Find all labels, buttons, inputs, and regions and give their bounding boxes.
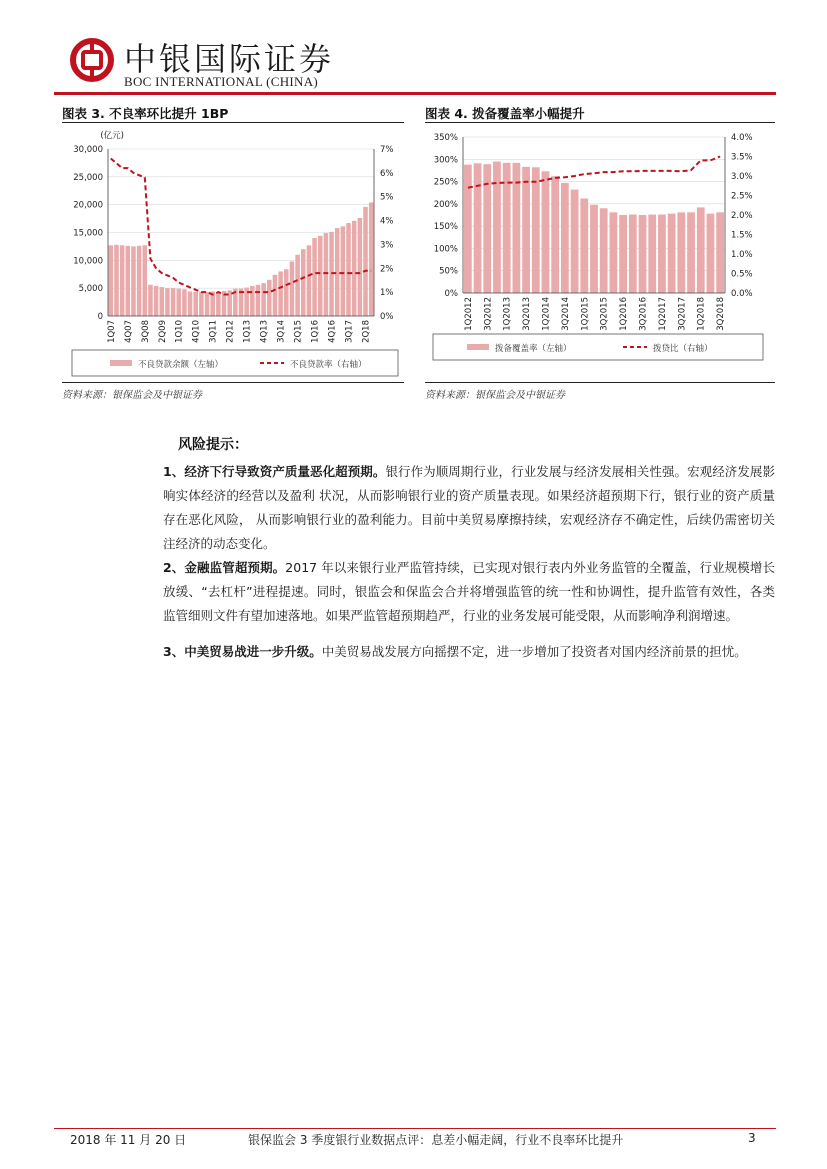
y-right-tick-label: 7%	[380, 145, 394, 155]
series-line	[111, 159, 371, 295]
bar	[143, 245, 148, 316]
y-left-tick-label: 50%	[439, 266, 458, 277]
bar	[346, 223, 351, 316]
y-right-tick-label: 3%	[380, 240, 394, 251]
x-tick-label: 1Q2018	[696, 297, 707, 331]
figure4-source: 资料来源：银保监会及中银证券	[425, 390, 565, 401]
bar	[250, 286, 255, 316]
x-tick-label: 1Q2015	[580, 297, 591, 331]
bar	[697, 207, 705, 293]
x-tick-label: 3Q11	[208, 320, 219, 343]
bar	[522, 167, 530, 293]
bar	[352, 221, 357, 316]
bar	[193, 292, 198, 316]
y-right-tick-label: 6%	[380, 168, 394, 179]
x-tick-label: 4Q16	[327, 320, 338, 343]
y-right-tick-label: 4%	[380, 216, 394, 227]
bar	[580, 199, 588, 293]
bar	[324, 233, 329, 316]
x-tick-label: 2Q18	[361, 320, 372, 343]
figure4-title-rule	[425, 122, 775, 123]
bar	[188, 292, 193, 316]
footer-date: 2018 年 11 月 20 日	[70, 1133, 187, 1147]
bar	[290, 261, 295, 316]
x-tick-label: 1Q2013	[502, 297, 513, 331]
bar	[648, 215, 656, 293]
x-tick-label: 4Q10	[191, 320, 202, 343]
bar	[312, 238, 317, 316]
y-right-tick-label: 0.5%	[731, 269, 753, 280]
y-right-tick-label: 1.5%	[731, 230, 753, 241]
chart3-legend-line-label: 不良贷款率（右轴）	[290, 360, 367, 370]
y-right-tick-label: 2.5%	[731, 191, 753, 202]
bar	[160, 287, 165, 316]
footer-report-title: 银保监会 3 季度银行业数据点评：息差小幅走阔，行业不良率环比提升	[248, 1133, 624, 1147]
chart3-unit-label: (亿元)	[100, 131, 124, 141]
bar	[307, 245, 312, 316]
x-tick-label: 2Q12	[225, 320, 236, 343]
y-left-tick-label: 350%	[433, 133, 458, 143]
bar	[109, 245, 114, 316]
bar	[610, 212, 618, 293]
bar	[256, 285, 261, 316]
bar	[619, 215, 627, 293]
bar	[542, 171, 550, 293]
bar	[176, 289, 181, 316]
bar	[707, 214, 715, 293]
bar	[369, 202, 374, 316]
bar	[295, 255, 300, 316]
header-divider	[54, 92, 776, 95]
x-tick-label: 1Q2017	[657, 297, 668, 331]
x-tick-label: 1Q2012	[463, 297, 474, 331]
y-left-tick-label: 0	[97, 312, 103, 322]
bar	[120, 245, 125, 316]
bar	[493, 162, 501, 293]
x-tick-label: 1Q2016	[619, 297, 630, 331]
x-tick-label: 3Q2016	[638, 297, 649, 331]
bar	[335, 228, 340, 316]
bar	[532, 167, 540, 293]
risk-heading: 风险提示：	[178, 437, 248, 453]
bar	[261, 283, 266, 316]
bar	[318, 236, 323, 316]
bar	[687, 212, 695, 293]
y-right-tick-label: 2.0%	[731, 211, 753, 221]
risk-2-lead: 2、金融监管超预期。	[163, 560, 286, 575]
y-right-tick-label: 1%	[380, 288, 394, 299]
x-tick-label: 3Q14	[276, 320, 287, 343]
bar	[165, 288, 170, 316]
y-right-tick-label: 0%	[380, 312, 394, 322]
chart4-legend-line-label: 拨贷比（右轴）	[653, 344, 713, 354]
bar	[273, 275, 278, 316]
x-tick-label: 3Q2017	[677, 297, 688, 331]
chart4-legend-bar-swatch	[467, 344, 489, 350]
figure4-title: 图表 4. 拨备覆盖率小幅提升	[425, 106, 585, 121]
chart4-legend-bar-label: 拨备覆盖率（左轴）	[495, 344, 572, 354]
bar	[131, 246, 136, 316]
chart3-legend-bar-label: 不良贷款余额（左轴）	[138, 360, 224, 370]
risk-3-text: 中美贸易战发展方向摇摆不定，进一步增加了投资者对国内经济前景的担忧。	[321, 644, 747, 659]
y-left-tick-label: 250%	[433, 177, 458, 188]
bar	[148, 285, 153, 316]
risk-paragraph-3	[163, 640, 775, 664]
bar	[474, 163, 482, 293]
bar	[600, 208, 608, 293]
bar	[363, 207, 368, 316]
y-right-tick-label: 0.0%	[731, 289, 753, 299]
bar	[199, 292, 204, 316]
bar	[590, 205, 598, 293]
bar	[639, 215, 647, 293]
y-left-tick-label: 30,000	[73, 145, 103, 155]
y-left-tick-label: 200%	[433, 199, 458, 210]
x-tick-label: 2Q15	[293, 320, 304, 343]
bar	[658, 215, 666, 293]
bar	[278, 271, 283, 316]
y-left-tick-label: 100%	[433, 244, 458, 255]
bar	[267, 280, 272, 316]
bar	[205, 292, 210, 316]
x-tick-label: 1Q16	[310, 320, 321, 343]
risk-1-text: 银行作为顺周期行业，行业发展与经济发展相关性强。宏观经济发展影响实体经济的经营以及盈利 状况，从而影响银行业的资产质量表现。如果经济超预期下行，银行业的资产质量存在恶化风险， 从而影响银行业的盈利能力。目前中美贸易摩擦持续，宏观经济存不确定性，后续仍需密切关注经济的动态变化。	[163, 464, 775, 551]
x-tick-label: 3Q2014	[560, 297, 571, 331]
y-left-tick-label: 25,000	[73, 172, 103, 183]
bar	[716, 212, 724, 293]
figure3-source: 资料来源：银保监会及中银证券	[62, 390, 202, 401]
provision-coverage-chart	[425, 128, 777, 380]
x-tick-label: 1Q13	[242, 320, 253, 343]
chart3-legend-bar-swatch	[110, 360, 132, 366]
y-left-tick-label: 5,000	[78, 284, 103, 295]
x-tick-label: 2Q09	[157, 320, 168, 343]
y-right-tick-label: 3.5%	[731, 152, 753, 163]
y-left-tick-label: 15,000	[73, 228, 103, 239]
x-tick-label: 1Q10	[174, 320, 185, 343]
brand-name-en: BOC INTERNATIONAL (CHINA)	[124, 74, 319, 89]
x-tick-label: 3Q08	[140, 320, 151, 343]
y-left-tick-label: 20,000	[73, 200, 103, 211]
footer-page-number: 3	[748, 1131, 756, 1145]
figure3-title-rule	[62, 122, 404, 123]
bar	[301, 249, 306, 316]
y-left-tick-label: 10,000	[73, 256, 103, 267]
figure3-title: 图表 3. 不良率环比提升 1BP	[62, 106, 229, 121]
bar	[182, 289, 187, 316]
x-tick-label: 1Q2014	[541, 297, 552, 331]
risk-3-lead: 3、中美贸易战进一步升级。	[163, 644, 322, 659]
bar	[137, 246, 142, 316]
figure4-source-rule	[425, 382, 775, 383]
x-tick-label: 3Q2015	[599, 297, 610, 331]
y-left-tick-label: 300%	[433, 155, 458, 166]
footer-divider	[54, 1128, 776, 1129]
y-right-tick-label: 2%	[380, 264, 394, 275]
y-left-tick-label: 150%	[433, 222, 458, 233]
y-right-tick-label: 1.0%	[731, 250, 753, 260]
y-right-tick-label: 5%	[380, 192, 394, 203]
x-tick-label: 3Q2013	[522, 297, 533, 331]
bar	[126, 246, 131, 316]
x-tick-label: 1Q07	[106, 320, 117, 343]
y-right-tick-label: 4.0%	[731, 133, 753, 143]
bar	[551, 176, 559, 293]
y-right-tick-label: 3.0%	[731, 172, 753, 182]
figure3-source-rule	[62, 382, 404, 383]
bar	[677, 212, 685, 293]
bar	[561, 183, 569, 293]
y-left-tick-label: 0%	[444, 289, 458, 299]
bar	[358, 218, 363, 316]
x-tick-label: 3Q2012	[483, 297, 494, 331]
bar	[171, 288, 176, 316]
boc-logo-icon	[70, 38, 114, 82]
bar	[629, 215, 637, 293]
bar	[341, 226, 346, 316]
bar	[571, 190, 579, 293]
bar	[114, 245, 119, 316]
bar	[154, 286, 159, 316]
bar	[464, 165, 472, 293]
risk-1-lead: 1、经济下行导致资产质量恶化超预期。	[163, 464, 386, 479]
npl-chart	[62, 128, 408, 380]
brand-name-cn: 中银国际证券	[124, 40, 335, 78]
bar	[216, 292, 221, 316]
risk-paragraph-1	[163, 460, 775, 556]
risk-2-text: 2017 年以来银行业严监管持续，已实现对银行表内外业务监管的全覆盖，行业规模增长放缓、“去杠杆”进程提速。同时，银监会和保监会合并将增强监管的统一性和协调性，提升监管有效性，各类监管细则文件有望加速落地。如果严监管超预期趋严，行业的业务发展可能受限，从而影响净利润增速。	[163, 560, 775, 623]
bar	[284, 269, 289, 316]
x-tick-label: 4Q13	[259, 320, 270, 343]
x-tick-label: 4Q07	[123, 320, 134, 343]
risk-paragraph-2	[163, 556, 775, 628]
x-tick-label: 3Q17	[344, 320, 355, 343]
bar	[668, 214, 676, 293]
x-tick-label: 3Q2018	[716, 297, 727, 331]
